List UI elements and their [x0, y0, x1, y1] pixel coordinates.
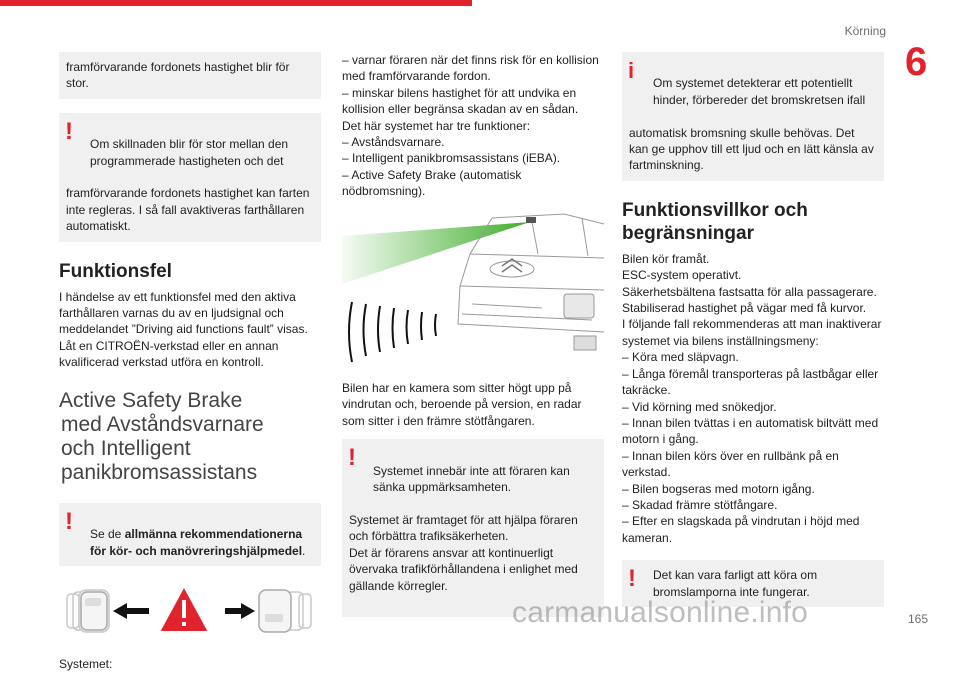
note-text: framförvarande fordonets hastighet blir för stor. [66, 60, 290, 91]
attention-text-rest: Systemet är framtaget för att hjälpa föraren och förbättra trafiksäkerheten. Det är förarens ansvar att kontinuerligt övervaka trafikförhållandena i enlighet med gällande körregler. [349, 512, 578, 593]
page-number: 165 [907, 612, 928, 626]
warning-exclamation-icon: ! [348, 444, 356, 472]
ref-prefix: Se de [90, 527, 125, 542]
system-functions-list: – varnar föraren när det finns risk för en kollision med framförvarande fordon. – minskar bilens hastighet för att undvika en kollision eller begränsa skadan av en sådan. Det här systemet har tre funktioner: – Avståndsvarnare. – Intelligent panikbromsassistans (iEBA). – Active Safety Brake (automatisk nödbromsning). [342, 53, 599, 199]
column-2 [342, 52, 604, 617]
systemet-label: Systemet: [59, 657, 113, 672]
warning-text-first: Om skillnaden blir för stor mellan den programmerade hastigheten och det [90, 137, 289, 168]
chapter-header: Körning [844, 24, 886, 38]
warning-box-speed-difference [59, 113, 321, 242]
camera-description: Bilen har en kamera som sitter högt upp på vindrutan och, beroende på version, en radar som sitter i den främre stötfångaren. [342, 381, 582, 428]
warning-text-rest: framförvarande fordonets hastighet kan farten inte regleras. I så fall avaktiveras farthållaren automatiskt. [66, 186, 310, 234]
chapter-number: 6 [905, 40, 928, 84]
title-line-2: med Avståndsvarnare [61, 412, 264, 436]
title-line-3: och Intelligent [61, 436, 191, 460]
conditions-list: Bilen kör framåt. ESC-system operativt. Säkerhetsbältena fastsatta för alla passagerare. Stabiliserad hastighet på vägar med få kurvor. I följande fall rekommenderas att man inaktiverar systemet via bilens inställningsmeny: – Köra med släpvagn. – Långa föremål transporteras på lastbågar eller takräcke. – Vid körning med snökedjor. – Innan bilen tvättas i en automatisk biltvätt med motorn i gång. – Innan bilen körs över en rullbänk på en verkstad. – Bilen bogseras med motorn igång. – Skadad främre stötfångare. – Efter en slagskada på vindrutan i höjd med kameran. [622, 251, 882, 545]
car-collision-warning-icon [59, 580, 321, 638]
column-1 [59, 52, 321, 673]
column-3 [622, 52, 884, 607]
info-box-brake-preparation [622, 52, 884, 181]
warning-exclamation-icon: ! [65, 507, 73, 535]
top-accent-bar [0, 0, 472, 6]
note-box-speed [59, 52, 321, 99]
van-front-camera-illustration [342, 214, 604, 366]
title-line-4: panikbromsassistans [61, 460, 258, 484]
warning-exclamation-icon: ! [65, 117, 73, 145]
info-icon: i [628, 58, 635, 83]
section-title-active-safety-brake [59, 389, 321, 485]
attention-text-first: Systemet innebär inte att föraren kan sänka uppmärksamheten. [373, 463, 570, 495]
warning-box-attention [342, 439, 604, 617]
warning-exclamation-icon: ! [628, 565, 636, 593]
title-line-1: Active Safety Brake [59, 388, 243, 412]
watermark: carmanualsonline.info [512, 596, 809, 629]
section-title-funktionsfel: Funktionsfel [59, 260, 172, 282]
brake-lamps-text: Det kan vara farligt att köra om bromslamporna inte fungerar. [653, 568, 818, 599]
info-text-first: Om systemet detekterar ett potentiellt hinder, förbereder det bromskretsen ifall [653, 76, 866, 107]
ref-link-text: allmänna rekommendationerna för kör- och manövreringshjälpmedel [90, 527, 303, 558]
funktionsfel-text: I händelse av ett funktionsfel med den aktiva farthållaren varnas du av en ljudsignal och meddelandet ”Driving aid functions fault” visas. Låt en CITROËN-verkstad eller en annan kvalificerad verkstad utföra en kontroll. [59, 289, 308, 370]
info-text-rest: automatisk bromsning skulle behövas. Det kan ge upphov till ett ljud och en lätt känsla av fartminskning. [629, 125, 874, 173]
ref-suffix: . [302, 543, 306, 558]
warning-box-recommendations [59, 503, 321, 566]
section-title-conditions: Funktionsvillkor och begränsningar [622, 199, 808, 244]
